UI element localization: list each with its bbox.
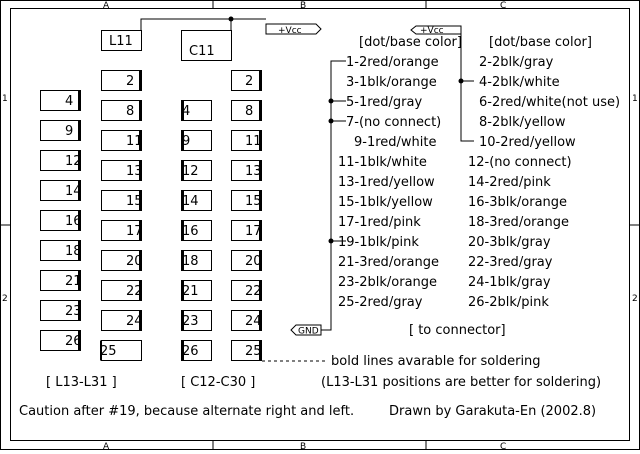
legend-right-entry: 20-3blk/gray <box>468 235 551 250</box>
c-right-number: 11 <box>245 134 262 149</box>
c-left-column <box>182 101 212 361</box>
border-col-a-bottom: A <box>103 442 110 450</box>
legend-right-list <box>468 55 620 310</box>
l-left-box <box>41 121 81 141</box>
l-left-number: 23 <box>65 304 82 319</box>
legend-right-entry: 18-3red/orange <box>468 215 569 230</box>
legend-right-entry: 4-2blk/white <box>479 75 560 90</box>
c-right-number: 15 <box>245 194 262 209</box>
border-col-c-bottom: C <box>500 442 507 450</box>
l-left-number: 14 <box>65 184 82 199</box>
border-row-2-right: 2 <box>632 294 638 304</box>
l-right-number: 24 <box>126 314 143 329</box>
c-right-number: 17 <box>245 224 262 239</box>
c-left-number: 21 <box>182 284 199 299</box>
border-col-b-top: B <box>300 1 307 11</box>
border-col-a-top: A <box>103 1 110 11</box>
l-right-number: 22 <box>126 284 143 299</box>
c-group-label: [ C12-C30 ] <box>181 375 256 390</box>
c-left-number: 9 <box>182 134 191 149</box>
legend-right-entry: 10-2red/yellow <box>479 135 576 150</box>
c-left-number: 23 <box>182 314 199 329</box>
l-right-number: 15 <box>126 194 143 209</box>
l-right-box <box>102 101 142 121</box>
l-left-number: 21 <box>65 274 82 289</box>
c-left-number: 14 <box>182 194 199 209</box>
legend-header-right: [dot/base color] <box>489 35 592 50</box>
legend-left-entry: 11-1blk/white <box>338 155 427 170</box>
note-drawn-by: Drawn by Garakuta-En (2002.8) <box>389 404 597 419</box>
c-left-number: 18 <box>182 254 199 269</box>
legend-right-entry: 6-2red/white(not use) <box>479 95 621 110</box>
legend-header-left: [dot/base color] <box>359 35 462 50</box>
legend-right-entry: 16-3blk/orange <box>468 195 568 210</box>
border-row-2-left: 2 <box>2 294 8 304</box>
l-left-number: 12 <box>65 154 82 169</box>
legend-left-entry: 19-1blk/pink <box>338 235 419 250</box>
gnd-dot-19 <box>329 239 334 244</box>
c-right-number: 2 <box>245 74 254 89</box>
legend-left-entry: 15-1blk/yellow <box>338 195 433 210</box>
legend-left-entry: 17-1red/pink <box>338 215 421 230</box>
l-left-number: 18 <box>65 244 82 259</box>
c-left-number: 16 <box>182 224 199 239</box>
l-right-number: 25 <box>100 344 117 359</box>
border-col-b-bottom: B <box>300 442 307 450</box>
l-right-number: 13 <box>126 164 143 179</box>
l-left-number: 4 <box>65 94 74 109</box>
gnd-dot-7 <box>329 119 334 124</box>
note-better-positions: (L13-L31 positions are better for soldering) <box>321 375 602 390</box>
legend-right-entry: 14-2red/pink <box>468 175 551 190</box>
l-left-box <box>41 91 81 111</box>
legend-left-entry: 21-3red/orange <box>338 255 439 270</box>
l11-c11-wire <box>141 19 231 30</box>
legend-left-entry: 9-1red/white <box>354 135 437 150</box>
legend-left-entry: 13-1red/yellow <box>338 175 435 190</box>
c-right-number: 25 <box>245 344 262 359</box>
vcc-junction-dot <box>229 17 234 22</box>
l-right-number: 17 <box>126 224 143 239</box>
vcc-tap-dot <box>459 79 464 84</box>
l-left-number: 16 <box>65 214 82 229</box>
c-right-number: 20 <box>245 254 262 269</box>
vcc-flag-label: +Vcc <box>278 26 302 36</box>
legend-right-entry: 12-(no connect) <box>468 155 572 170</box>
gnd-dot-5 <box>329 99 334 104</box>
legend-left-entry: 5-1red/gray <box>346 95 423 110</box>
l-right-number: 11 <box>126 134 143 149</box>
c-right-number: 24 <box>245 314 262 329</box>
border-col-c-top: C <box>500 1 507 11</box>
border-row-1-left: 1 <box>2 94 8 104</box>
to-connector-label: [ to connector] <box>409 323 506 338</box>
legend-left-entry: 1-2red/orange <box>346 55 439 70</box>
c-right-column <box>232 71 262 361</box>
legend-right-entry: 26-2blk/pink <box>468 295 549 310</box>
l-left-column <box>41 91 82 351</box>
note-caution: Caution after #19, because alternate right and left. <box>19 404 355 419</box>
legend-right-entry: 24-1blk/gray <box>468 275 551 290</box>
l-right-box <box>102 71 142 91</box>
legend-right-entry: 22-3red/gray <box>468 255 553 270</box>
l-group-label: [ L13-L31 ] <box>46 375 117 390</box>
c-left-number: 12 <box>182 164 199 179</box>
l-right-number: 20 <box>126 254 143 269</box>
l-left-number: 26 <box>65 334 82 349</box>
c-left-number: 26 <box>182 344 199 359</box>
c11-label: C11 <box>189 44 215 59</box>
legend-left-entry: 3-1blk/orange <box>346 75 437 90</box>
l-right-number: 8 <box>126 104 135 119</box>
legend-right-entry: 2-2blk/gray <box>479 55 554 70</box>
c-right-number: 22 <box>245 284 262 299</box>
legend-left-entry: 23-2blk/orange <box>338 275 438 290</box>
vcc-right-bus <box>461 30 474 141</box>
l-left-number: 9 <box>65 124 74 139</box>
l-right-number: 2 <box>126 74 135 89</box>
legend-left-list <box>338 55 441 310</box>
legend-left-entry: 25-2red/gray <box>338 295 423 310</box>
c-right-number: 8 <box>245 104 254 119</box>
note-bold-lines: bold lines avarable for soldering <box>331 354 541 369</box>
border-row-1-right: 1 <box>632 94 638 104</box>
legend-left-entry: 7-(no connect) <box>346 115 442 130</box>
gnd-flag-label: GND <box>298 326 319 337</box>
c-left-number: 4 <box>182 104 191 119</box>
l11-label: L11 <box>109 34 133 49</box>
legend-right-entry: 8-2blk/yellow <box>479 115 566 130</box>
vcc-flag-legend-label: +Vcc <box>420 26 444 36</box>
c-right-number: 13 <box>245 164 262 179</box>
l-right-column <box>100 71 143 361</box>
